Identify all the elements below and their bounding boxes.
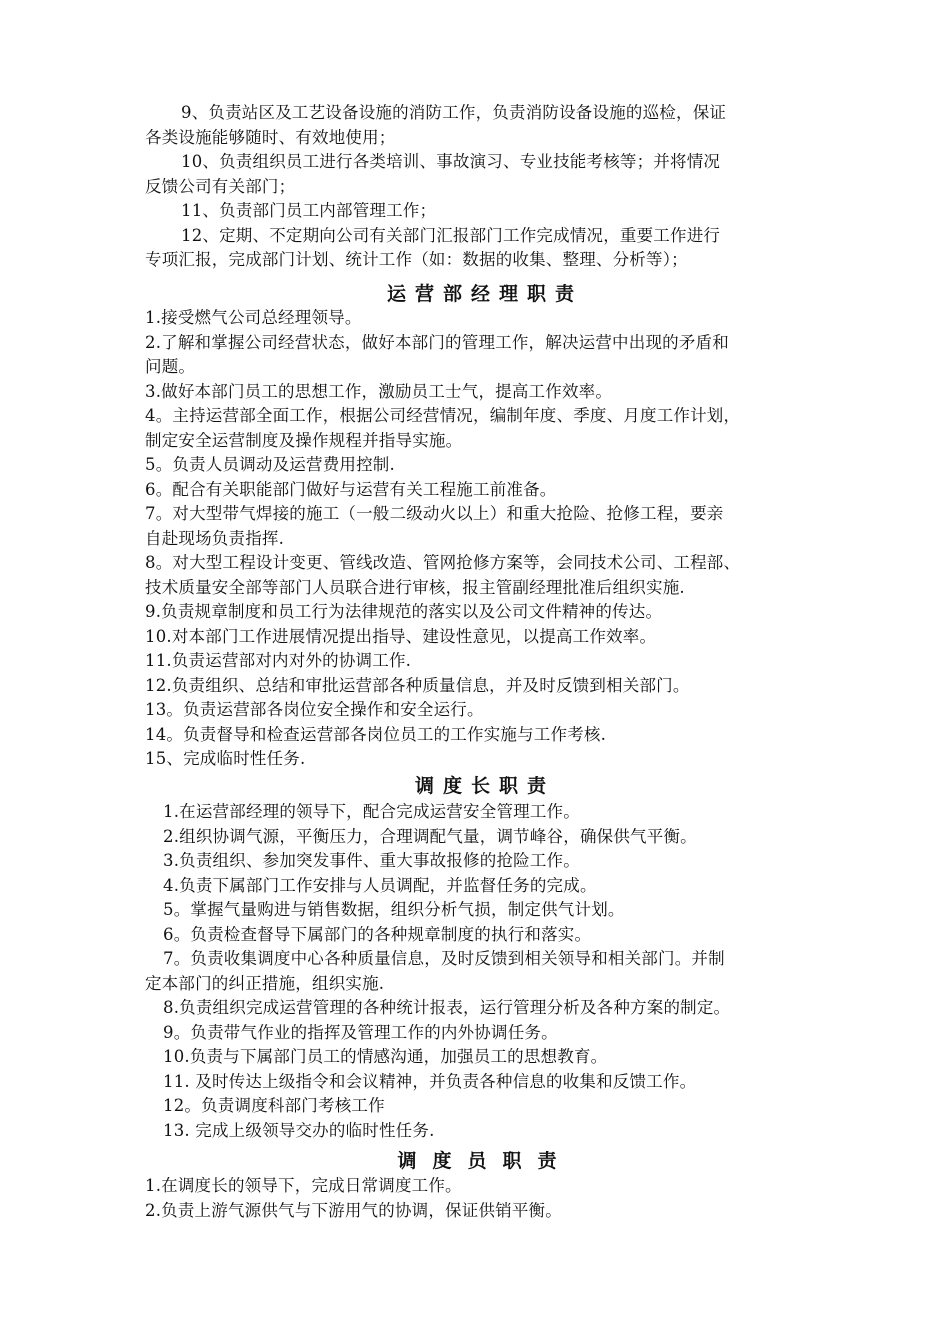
- section-dispatcher: [145, 1174, 825, 1223]
- list-item: 7。负责收集调度中心各种质量信息，及时反馈到相关领导和相关部门。并制: [163, 949, 725, 968]
- list-item: 1.接受燃气公司总经理领导。: [145, 308, 362, 327]
- list-item: 12。负责调度科部门考核工作: [163, 1096, 385, 1115]
- list-item: 4.负责下属部门工作安排与人员调配，并监督任务的完成。: [163, 875, 597, 895]
- text-line: 专项汇报，完成部门计划、统计工作（如：数据的收集、整理、分析等）；: [145, 250, 688, 269]
- list-item: 3.做好本部门员工的思想工作，激励员工士气，提高工作效率。: [145, 381, 613, 401]
- text-line: 10、负责组织员工进行各类培训、事故演习、专业技能考核等；并将情况: [181, 152, 721, 171]
- section-dispatch-chief: [145, 800, 825, 1143]
- list-item: 13. 完成上级领导交办的临时性任务.: [163, 1120, 435, 1140]
- list-item: 2.负责上游气源供气与下游用气的协调，保证供销平衡。: [145, 1200, 562, 1220]
- list-item: 4。主持运营部全面工作，根据公司经营情况，编制年度、季度、月度工作计划，: [145, 406, 741, 425]
- list-item: 自赴现场负责指挥.: [145, 528, 285, 548]
- list-item: 制定安全运营制度及操作规程并指导实施。: [145, 430, 463, 450]
- text-line: 反馈公司有关部门；: [145, 176, 296, 196]
- list-item: 11.负责运营部对内对外的协调工作.: [145, 651, 412, 670]
- section-title-operations-manager: 运营部经理职责: [386, 283, 583, 305]
- list-item: 定本部门的纠正措施，组织实施.: [145, 973, 385, 993]
- list-item: 7。对大型带气焊接的施工（一般二级动火以上）和重大抢险、抢修工程，要亲: [145, 504, 724, 523]
- intro-block: [145, 101, 825, 273]
- list-item: 9。负责带气作业的指挥及管理工作的内外协调任务。: [163, 1022, 558, 1042]
- list-item: 15、完成临时性任务.: [145, 749, 306, 768]
- list-item: 6。负责检查督导下属部门的各种规章制度的执行和落实。: [163, 924, 592, 944]
- list-item: 技术质量安全部等部门人员联合进行审核，报主管副经理批准后组织实施.: [145, 577, 685, 597]
- list-item: 8。对大型工程设计变更、管线改造、管网抢修方案等，会同技术公司、工程部、: [145, 553, 741, 572]
- list-item: 11. 及时传达上级指令和会议精神，并负责各种信息的收集和反馈工作。: [163, 1071, 697, 1091]
- list-item: 1.在运营部经理的领导下，配合完成运营安全管理工作。: [163, 802, 580, 821]
- list-item: 3.负责组织、参加突发事件、重大事故报修的抢险工作。: [163, 851, 580, 870]
- list-item: 1.在调度长的领导下，完成日常调度工作。: [145, 1176, 462, 1195]
- list-item: 6。配合有关职能部门做好与运营有关工程施工前准备。: [145, 479, 557, 499]
- list-item: 2.组织协调气源，平衡压力，合理调配气量，调节峰谷，确保供气平衡。: [163, 826, 697, 846]
- list-item: 问题。: [145, 357, 196, 376]
- list-item: 10.对本部门工作进展情况提出指导、建设性意见，以提高工作效率。: [145, 626, 657, 646]
- section-title-dispatcher: 调度员职责: [397, 1150, 573, 1172]
- list-item: 9.负责规章制度和员工行为法律规范的落实以及公司文件精神的传达。: [145, 602, 663, 621]
- text-line: 各类设施能够随时、有效地使用；: [145, 127, 396, 147]
- text-line: 9、负责站区及工艺设备设施的消防工作，负责消防设备设施的巡检，保证: [181, 103, 727, 122]
- list-item: 10.负责与下属部门员工的情感沟通，加强员工的思想教育。: [163, 1047, 608, 1066]
- list-item: 2.了解和掌握公司经营状态，做好本部门的管理工作，解决运营中出现的矛盾和: [145, 332, 729, 352]
- section-operations-manager: [145, 306, 825, 772]
- list-item: 12.负责组织、总结和审批运营部各种质量信息，并及时反馈到相关部门。: [145, 675, 690, 695]
- list-item: 14。负责督导和检查运营部各岗位员工的工作实施与工作考核.: [145, 724, 607, 744]
- list-item: 5。掌握气量购进与销售数据，组织分析气损，制定供气计划。: [163, 900, 625, 919]
- text-line: 12、定期、不定期向公司有关部门汇报部门工作完成情况，重要工作进行: [181, 225, 721, 245]
- text-line: 11、负责部门员工内部管理工作；: [181, 201, 437, 220]
- list-item: 8.负责组织完成运营管理的各种统计报表，运行管理分析及各种方案的制定。: [163, 998, 731, 1017]
- list-item: 5。负责人员调动及运营费用控制.: [145, 455, 395, 474]
- list-item: 13。负责运营部各岗位安全操作和安全运行。: [145, 700, 484, 719]
- section-title-dispatch-chief: 调度长职责: [414, 775, 555, 797]
